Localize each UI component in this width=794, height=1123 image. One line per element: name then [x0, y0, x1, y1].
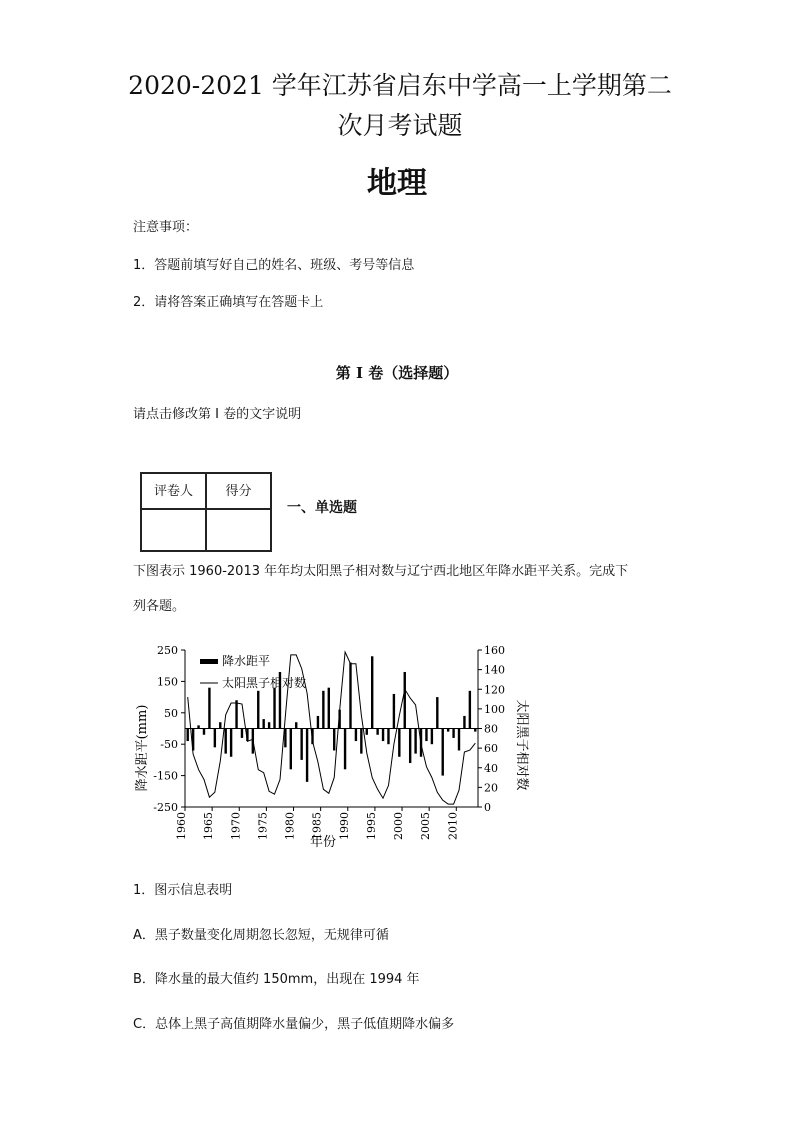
precipitation-bar [452, 729, 454, 738]
precipitation-bar [398, 729, 400, 757]
score-table-score-cell [206, 509, 271, 551]
precipitation-bar [273, 688, 275, 729]
x-tick-label: 1960 [175, 812, 188, 840]
section-title: 第 I 卷（选择题） [335, 364, 459, 382]
left-tick-label: 150 [157, 675, 178, 689]
precipitation-bar [447, 729, 449, 732]
x-tick-label: 1970 [229, 812, 243, 840]
precipitation-bar [376, 729, 378, 735]
left-tick-label: -250 [153, 801, 178, 814]
precipitation-bar [300, 729, 302, 760]
question-stem-line2: 列各题。 [133, 599, 186, 614]
legend-line-label: 太阳黑子相对数 [222, 676, 307, 690]
precipitation-bar [333, 729, 335, 751]
score-table-grader-cell [141, 509, 206, 551]
notice-item-2: 2．请将答案正确填写在答题卡上 [133, 295, 324, 310]
right-tick-label: 20 [484, 781, 498, 795]
precipitation-bar [360, 729, 362, 754]
precipitation-bar [344, 729, 346, 770]
precipitation-bar [355, 729, 357, 742]
x-tick-label: 1980 [283, 812, 297, 840]
precipitation-bar [317, 716, 319, 729]
precipitation-bar [349, 663, 351, 729]
notice-item-1: 1．答题前填写好自己的姓名、班级、考号等信息 [133, 258, 415, 273]
x-tick-label: 1995 [364, 812, 378, 840]
question1-option-b: B．降水量的最大值约 150mm，出现在 1994 年 [133, 972, 420, 987]
precipitation-bar [268, 722, 270, 728]
x-tick-label: 1975 [256, 812, 270, 840]
y-axis-right-label: 太阳黑子相对数 [514, 699, 529, 791]
chart-ticks [153, 644, 505, 840]
right-tick-label: 40 [484, 761, 498, 775]
precipitation-bar [187, 729, 189, 742]
left-tick-label: 250 [157, 644, 178, 657]
precipitation-bar [208, 688, 210, 729]
precipitation-bar [214, 729, 216, 748]
score-table [140, 472, 272, 552]
precipitation-bar [425, 729, 427, 742]
right-tick-label: 140 [484, 663, 505, 677]
x-tick-label: 2000 [392, 812, 406, 840]
exam-title-line1: 2020-2021 学年江苏省启东中学高一上学期第二 [128, 71, 672, 100]
x-tick-label: 1990 [337, 812, 351, 840]
precipitation-bar [290, 729, 292, 770]
subject-title: 地理 [367, 166, 427, 201]
precipitation-bar [414, 729, 416, 754]
legend-bar-swatch [200, 659, 218, 664]
left-tick-label: 50 [164, 706, 178, 720]
x-tick-label: 2005 [419, 812, 433, 840]
precipitation-bar [219, 722, 221, 728]
precipitation-bar [197, 725, 199, 728]
precipitation-bar [235, 700, 237, 728]
precipitation-bar [469, 691, 471, 729]
precipitation-bar [203, 729, 205, 735]
left-tick-label: -50 [160, 738, 178, 752]
precipitation-bar [458, 729, 460, 751]
section-description: 请点击修改第 I 卷的文字说明 [133, 407, 302, 422]
precipitation-bar [306, 729, 308, 782]
right-tick-label: 160 [484, 644, 505, 657]
right-tick-label: 0 [484, 801, 491, 814]
precipitation-bar [409, 729, 411, 764]
x-tick-label: 1965 [202, 812, 216, 840]
notice-heading: 注意事项： [133, 220, 199, 235]
precipitation-bar [322, 691, 324, 729]
precipitation-bar [474, 729, 476, 732]
precipitation-bar [295, 722, 297, 728]
question-stem-line1: 下图表示 1960-2013 年年均太阳黑子相对数与辽宁西北地区年降水距平关系。完成下 [133, 564, 629, 579]
x-tick-label: 1985 [310, 812, 324, 840]
right-tick-label: 100 [484, 702, 505, 716]
score-table-score-header: 得分 [206, 473, 271, 509]
precipitation-bar [328, 688, 330, 729]
precipitation-bar [387, 729, 389, 745]
precipitation-bar [442, 729, 444, 776]
left-tick-label: -150 [153, 769, 178, 783]
precipitation-bar [241, 729, 243, 738]
precipitation-bar [382, 729, 384, 742]
sunspot-precipitation-chart [130, 640, 530, 855]
exam-title-line2: 次月考试题 [337, 111, 463, 140]
question1-option-c: C．总体上黑子高值期降水量偏少，黑子低值期降水偏多 [133, 1017, 455, 1032]
question1-option-a: A．黑子数量变化周期忽长忽短，无规律可循 [133, 928, 389, 943]
precipitation-bar [393, 694, 395, 729]
precipitation-bar [371, 656, 373, 728]
x-axis-label: 年份 [309, 835, 337, 850]
precipitation-bar [404, 672, 406, 729]
precipitation-bar [262, 719, 264, 728]
precipitation-bar [463, 716, 465, 729]
right-tick-label: 60 [484, 742, 498, 756]
score-table-grader-header: 评卷人 [141, 473, 206, 509]
precipitation-bar [230, 729, 232, 757]
question-type-heading: 一、单选题 [287, 500, 357, 516]
right-tick-label: 80 [484, 722, 498, 736]
y-axis-left-label: 降水距平(mm) [135, 704, 150, 792]
x-tick-label: 2010 [446, 812, 460, 840]
precipitation-bar [431, 729, 433, 745]
precipitation-bar [436, 697, 438, 728]
right-tick-label: 120 [484, 683, 505, 697]
question1-stem: 1．图示信息表明 [133, 883, 233, 898]
precipitation-bar [366, 729, 368, 735]
precipitation-bar [224, 729, 226, 754]
legend-bar-label: 降水距平 [222, 654, 271, 668]
precipitation-bar [257, 691, 259, 729]
